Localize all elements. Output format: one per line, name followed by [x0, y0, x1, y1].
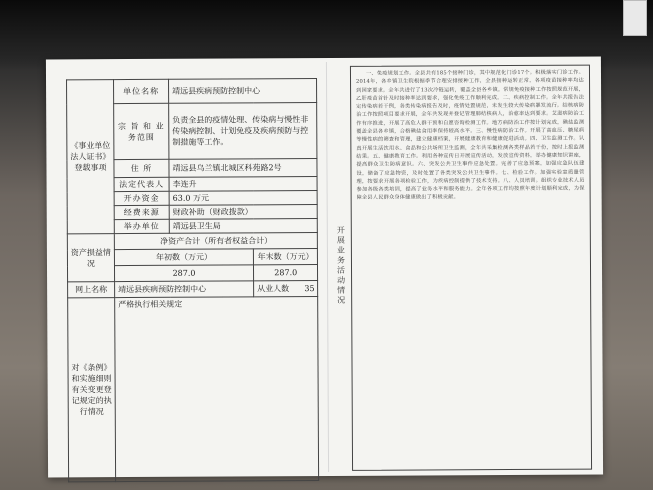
activities-label: 开展业务活动情况 — [336, 225, 346, 305]
activities-box — [350, 65, 592, 471]
address-value: 靖远县乌兰镇北城区科苑路2号 — [169, 159, 318, 178]
background-object — [623, 0, 647, 36]
assets-section-label: 资产损益情况 — [67, 234, 114, 282]
unit-name-label: 单位名称 — [114, 79, 169, 103]
year-end-value: 287.0 — [253, 265, 318, 281]
scope-value: 负责全县的疫情处理、传染病与慢性非传染病控制、计划免疫及疾病预防与控制措施等工作。 — [169, 103, 318, 160]
scope-label: 宗 旨 和 业务范围 — [114, 103, 169, 159]
right-page — [328, 65, 600, 471]
compliance-value: 严格执行相关规定 — [115, 297, 319, 482]
year-start-label: 年初数（万元） — [114, 249, 253, 266]
website-value: 靖远县疾病预防控制中心 — [115, 281, 254, 298]
sponsor-label: 举办单位 — [114, 219, 169, 233]
unit-name-value: 靖远县疾病预防控制中心 — [169, 79, 318, 104]
staff-value: 35 — [304, 284, 315, 294]
assets-header: 净资产合计（所有者权益合计） — [114, 233, 318, 250]
document-sheet — [46, 57, 603, 478]
year-end-label: 年末数（万元） — [253, 249, 318, 265]
legal-rep-label: 法定代表人 — [114, 177, 169, 191]
legal-rep-value: 李连升 — [169, 177, 318, 192]
address-label: 住 所 — [114, 159, 169, 177]
capital-label: 开办资金 — [114, 191, 169, 205]
staff-cell — [254, 281, 319, 297]
cert-section-label: 《事业单位法人证书》登载事项 — [67, 80, 115, 234]
registration-table — [66, 78, 320, 482]
website-label: 网上名称 — [68, 282, 115, 298]
funding-label: 经费来源 — [114, 205, 169, 219]
capital-value: 63.0 万元 — [169, 191, 318, 206]
staff-label: 从业人数 — [257, 284, 290, 294]
funding-value: 财政补助（财政拨款） — [169, 205, 318, 220]
activities-text: 一、免疫规划工作。全县共有185个接种门诊，其中规范化门诊17个。积极落实门诊工作。2014年，各乡镇卫生院根据季节合理安排接种工作，全县接种运转正常，各项疫苗接种率均达到国家要求。全年共进行了13次冷链运转，覆盖全县各乡镇。常规免疫接种工作按照规范开展，乙肝疫苗首针及时接种率达到要求，强化免疫工作顺利完成。二、疾病控制工作。全年共报告法定传染病若干例，各类传染病报告及时，疫情处置规范，未发生较大传染病暴发流行。结核病防治工作按照项目要求开展，全年共发现并登记管理肺结核病人，治愈率达到要求。艾滋病防治工作有序推进，开展了高危人群干预和自愿咨询检测工作。地方病防治工作按计划完成，碘盐监测覆盖全县各乡镇，合格碘盐食用率保持较高水平。三、慢性病防治工作。开展了高血压、糖尿病等慢性病的筛查和管理，建立健康档案，开展健康教育和健康促进活动。四、卫生监测工作。认真开展生活饮用水、食品和公共场所卫生监测，全年共采集检测各类样品若干份，按时上报监测结果。五、健康教育工作。利用各种宣传日开展宣传活动，发放宣传资料，举办健康知识讲座，提高群众卫生防病意识。六、突发公共卫生事件应急处置。完善了应急预案，加强应急队伍建设，储备了应急物资，及时处置了各类突发公共卫生事件。七、检验工作。加强实验室质量管理，按要求开展各项检验工作，为疾病控制提供了技术支持。八、人员培训。组织专业技术人员参加各级各类培训，提高了业务水平和服务能力。全年各项工作均按照年度计划顺利完成，为保障全县人民群众身体健康做出了积极贡献。 — [356, 69, 585, 202]
compliance-section-label: 对《条例》和实施细则有关变更登记规定的执行情况 — [68, 298, 116, 482]
sponsor-value: 靖远县卫生局 — [169, 219, 318, 234]
year-start-value: 287.0 — [114, 265, 253, 282]
left-page — [46, 66, 323, 472]
